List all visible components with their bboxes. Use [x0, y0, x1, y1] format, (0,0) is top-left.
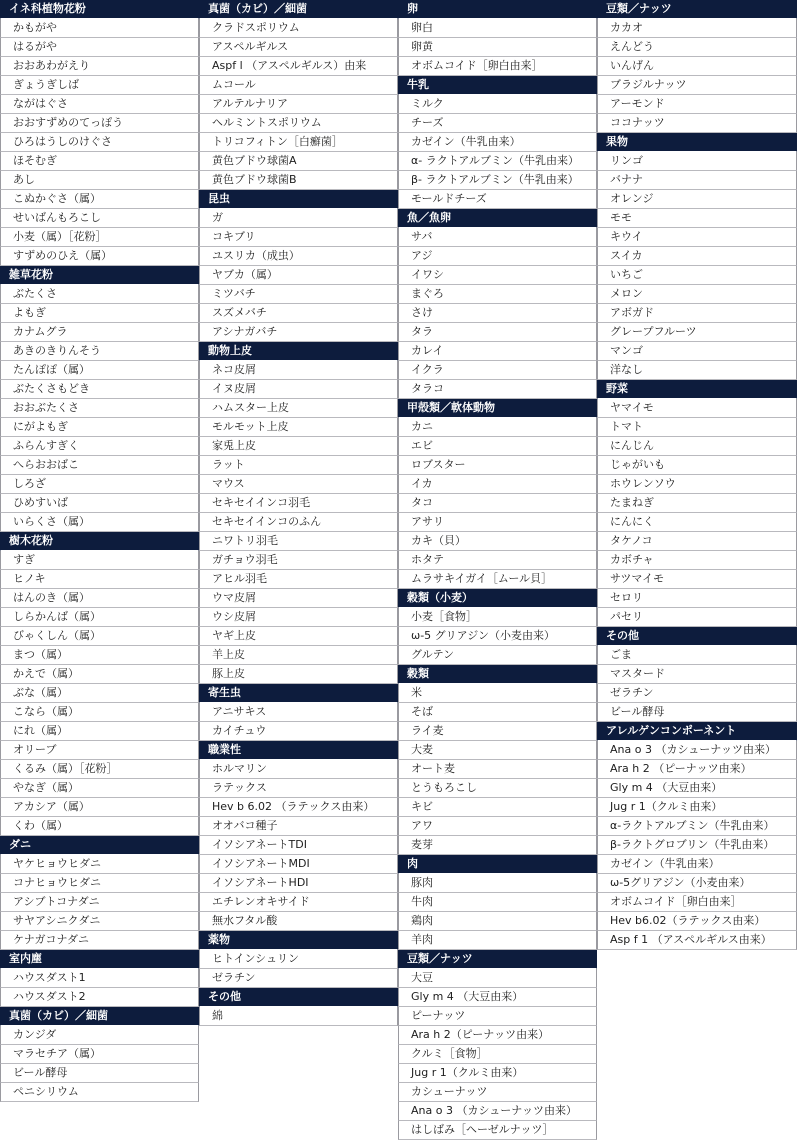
allergen-item: おおぶたくさ — [0, 399, 199, 418]
allergen-item: アボガド — [597, 304, 797, 323]
category-header: その他 — [199, 988, 398, 1007]
allergen-item: じゃがいも — [597, 456, 797, 475]
allergen-item: Hev b6.02（ラテックス由来） — [597, 912, 797, 931]
allergen-item: ぶたくさ — [0, 285, 199, 304]
allergen-item: タラコ — [398, 380, 597, 399]
allergen-item: えんどう — [597, 38, 797, 57]
allergen-item: トマト — [597, 418, 797, 437]
allergen-item: ビール酵母 — [0, 1064, 199, 1083]
allergen-item: こぬかぐさ（属） — [0, 190, 199, 209]
allergen-item: へらおおばこ — [0, 456, 199, 475]
allergen-item: ムコール — [199, 76, 398, 95]
allergen-item: オート麦 — [398, 760, 597, 779]
allergen-item: 豚肉 — [398, 874, 597, 893]
allergen-item: アサリ — [398, 513, 597, 532]
category-header: 野菜 — [597, 380, 797, 399]
allergen-item: サバ — [398, 228, 597, 247]
category-header: 甲殻類／軟体動物 — [398, 399, 597, 418]
allergen-item: たんぽぽ（属） — [0, 361, 199, 380]
allergen-item: 洋なし — [597, 361, 797, 380]
allergen-item: オリーブ — [0, 741, 199, 760]
allergen-item: にんじん — [597, 437, 797, 456]
allergen-item: グレープフルーツ — [597, 323, 797, 342]
allergen-item: ホタテ — [398, 551, 597, 570]
allergen-item: ピーナッツ — [398, 1007, 597, 1026]
allergen-item: トリコフィトン［白癬菌］ — [199, 133, 398, 152]
allergen-item: ヘルミントスポリウム — [199, 114, 398, 133]
allergen-item: エチレンオキサイド — [199, 893, 398, 912]
allergen-item: よもぎ — [0, 304, 199, 323]
category-header: 穀類 — [398, 665, 597, 684]
allergen-item: 無水フタル酸 — [199, 912, 398, 931]
allergen-item: スイカ — [597, 247, 797, 266]
allergen-item: くるみ（属）［花粉］ — [0, 760, 199, 779]
allergen-item: アニサキス — [199, 703, 398, 722]
allergen-item: イソシアネートHDI — [199, 874, 398, 893]
allergen-item: Aspf l （アスペルギルス）由来 — [199, 57, 398, 76]
category-header: 雑草花粉 — [0, 266, 199, 285]
allergen-item: Jug r 1（クルミ由来） — [597, 798, 797, 817]
category-header: 穀類（小麦） — [398, 589, 597, 608]
allergen-item: とうもろこし — [398, 779, 597, 798]
allergen-item: オレンジ — [597, 190, 797, 209]
allergen-item: あし — [0, 171, 199, 190]
allergen-item: イヌ皮屑 — [199, 380, 398, 399]
category-header: アレルゲンコンポーネント — [597, 722, 797, 741]
allergen-item: リンゴ — [597, 152, 797, 171]
category-header: 卵 — [398, 0, 597, 19]
allergen-item: ゼラチン — [597, 684, 797, 703]
allergen-item: 小麦（属）［花粉］ — [0, 228, 199, 247]
allergen-item: Gly m 4 （大豆由来） — [597, 779, 797, 798]
allergen-item: ヒトインシュリン — [199, 950, 398, 969]
allergen-item: 羊上皮 — [199, 646, 398, 665]
allergen-item: あきのきりんそう — [0, 342, 199, 361]
allergen-item: ガチョウ羽毛 — [199, 551, 398, 570]
allergen-item: ヒノキ — [0, 570, 199, 589]
allergen-item: マウス — [199, 475, 398, 494]
allergen-item: はしばみ［ヘーゼルナッツ］ — [398, 1121, 597, 1140]
allergen-item: やなぎ（属） — [0, 779, 199, 798]
category-header: 昆虫 — [199, 190, 398, 209]
allergen-item: にれ（属） — [0, 722, 199, 741]
allergen-item: ペニシリウム — [0, 1083, 199, 1102]
allergen-item: ふらんすぎく — [0, 437, 199, 456]
allergen-item: すぎ — [0, 551, 199, 570]
allergen-item: アルテルナリア — [199, 95, 398, 114]
allergen-item: いらくさ（属） — [0, 513, 199, 532]
allergen-item: ネコ皮屑 — [199, 361, 398, 380]
allergen-item: タラ — [398, 323, 597, 342]
allergen-item: カゼイン（牛乳由来） — [597, 855, 797, 874]
allergen-item: ニワトリ羽毛 — [199, 532, 398, 551]
allergen-item: セロリ — [597, 589, 797, 608]
category-header: 職業性 — [199, 741, 398, 760]
allergen-item: ケナガコナダニ — [0, 931, 199, 950]
allergen-item: セキセイインコのふん — [199, 513, 398, 532]
allergen-item: カイチュウ — [199, 722, 398, 741]
allergen-item: ゼラチン — [199, 969, 398, 988]
allergen-item: 小麦［食物］ — [398, 608, 597, 627]
allergen-item: 麦芽 — [398, 836, 597, 855]
allergen-item: カゼイン（牛乳由来） — [398, 133, 597, 152]
allergen-item: Asp f 1 （アスペルギルス由来） — [597, 931, 797, 950]
allergen-item: ミツバチ — [199, 285, 398, 304]
allergen-item: キウイ — [597, 228, 797, 247]
allergen-item: 黄色ブドウ球菌B — [199, 171, 398, 190]
category-header: 寄生虫 — [199, 684, 398, 703]
allergen-item: まぐろ — [398, 285, 597, 304]
category-header: 豆類／ナッツ — [398, 950, 597, 969]
category-header: 肉 — [398, 855, 597, 874]
allergen-item: 鶏肉 — [398, 912, 597, 931]
allergen-item: こなら（属） — [0, 703, 199, 722]
allergen-item: オオバコ種子 — [199, 817, 398, 836]
allergen-item: ハウスダスト1 — [0, 969, 199, 988]
allergen-item: Ana o 3 （カシューナッツ由来） — [398, 1102, 597, 1121]
allergen-item: アジ — [398, 247, 597, 266]
allergen-item: モールドチーズ — [398, 190, 597, 209]
category-header: 豆類／ナッツ — [597, 0, 797, 19]
allergen-item: ヤギ上皮 — [199, 627, 398, 646]
allergen-item: アーモンド — [597, 95, 797, 114]
allergen-item: カキ（貝） — [398, 532, 597, 551]
allergen-item: ホルマリン — [199, 760, 398, 779]
allergen-item: カカオ — [597, 19, 797, 38]
allergen-item: しらかんば（属） — [0, 608, 199, 627]
allergen-item: 豚上皮 — [199, 665, 398, 684]
allergen-item: ぶな（属） — [0, 684, 199, 703]
allergen-item: ヤマイモ — [597, 399, 797, 418]
allergen-item: ごま — [597, 646, 797, 665]
allergen-item: はんのき（属） — [0, 589, 199, 608]
allergen-item: Hev b 6.02 （ラテックス由来） — [199, 798, 398, 817]
allergen-item: ハムスター上皮 — [199, 399, 398, 418]
category-header: 薬物 — [199, 931, 398, 950]
allergen-item: 米 — [398, 684, 597, 703]
allergen-item: カンジダ — [0, 1026, 199, 1045]
allergen-item: はるがや — [0, 38, 199, 57]
allergen-item: タケノコ — [597, 532, 797, 551]
allergen-item: クラドスポリウム — [199, 19, 398, 38]
allergen-item: アスペルギルス — [199, 38, 398, 57]
allergen-item: アシナガバチ — [199, 323, 398, 342]
allergen-item: ほそむぎ — [0, 152, 199, 171]
category-header: 動物上皮 — [199, 342, 398, 361]
allergen-item: カレイ — [398, 342, 597, 361]
allergen-item: すずめのひえ（属） — [0, 247, 199, 266]
allergen-item: オボムコイド［卵白由来］ — [398, 57, 597, 76]
allergen-item: いんげん — [597, 57, 797, 76]
allergen-item: カボチャ — [597, 551, 797, 570]
allergen-item: ココナッツ — [597, 114, 797, 133]
allergen-item: マンゴ — [597, 342, 797, 361]
allergen-item: カニ — [398, 418, 597, 437]
allergen-item: β- ラクトアルブミン（牛乳由来） — [398, 171, 597, 190]
allergen-item: びゃくしん（属） — [0, 627, 199, 646]
allergen-item: ω-5グリアジン（小麦由来） — [597, 874, 797, 893]
category-header: 果物 — [597, 133, 797, 152]
allergen-item: タコ — [398, 494, 597, 513]
allergen-item: グルテン — [398, 646, 597, 665]
allergen-item: バナナ — [597, 171, 797, 190]
allergen-item: たまねぎ — [597, 494, 797, 513]
allergen-item: ぶたくさもどき — [0, 380, 199, 399]
allergen-item: クルミ［食物］ — [398, 1045, 597, 1064]
allergen-item: かもがや — [0, 19, 199, 38]
allergen-item: アワ — [398, 817, 597, 836]
allergen-item: イソシアネートTDI — [199, 836, 398, 855]
allergen-item: ビール酵母 — [597, 703, 797, 722]
allergen-item: Gly m 4 （大豆由来） — [398, 988, 597, 1007]
allergen-item: ウマ皮屑 — [199, 589, 398, 608]
allergen-item: Ana o 3 （カシューナッツ由来） — [597, 741, 797, 760]
allergen-item: ライ麦 — [398, 722, 597, 741]
allergen-item: かえで（属） — [0, 665, 199, 684]
allergen-item: ω-5 グリアジン（小麦由来） — [398, 627, 597, 646]
allergen-item: Ara h 2（ピーナッツ由来） — [398, 1026, 597, 1045]
column-4 — [597, 0, 797, 950]
column-2 — [199, 0, 398, 1026]
allergen-item: 卵黄 — [398, 38, 597, 57]
allergen-item: オボムコイド［卵白由来］ — [597, 893, 797, 912]
column-1 — [0, 0, 199, 1102]
allergen-item: イソシアネートMDI — [199, 855, 398, 874]
allergen-item: ムラサキイガイ［ムール貝］ — [398, 570, 597, 589]
allergen-item: コナヒョウヒダニ — [0, 874, 199, 893]
allergen-item: にんにく — [597, 513, 797, 532]
allergen-item: Ara h 2 （ピーナッツ由来） — [597, 760, 797, 779]
allergen-item: 黄色ブドウ球菌A — [199, 152, 398, 171]
allergen-item: コキブリ — [199, 228, 398, 247]
allergen-item: 羊肉 — [398, 931, 597, 950]
allergen-item: そば — [398, 703, 597, 722]
allergen-item: メロン — [597, 285, 797, 304]
allergen-item: イクラ — [398, 361, 597, 380]
allergen-item: サツマイモ — [597, 570, 797, 589]
allergen-item: スズメバチ — [199, 304, 398, 323]
allergen-item: ラット — [199, 456, 398, 475]
allergen-item: Jug r 1（クルミ由来） — [398, 1064, 597, 1083]
allergen-item: ロブスター — [398, 456, 597, 475]
allergen-item: セキセイインコ羽毛 — [199, 494, 398, 513]
allergen-item: おおあわがえり — [0, 57, 199, 76]
allergen-item: おおすずめのてっぽう — [0, 114, 199, 133]
allergen-item: せいばんもろこし — [0, 209, 199, 228]
allergen-item: モモ — [597, 209, 797, 228]
allergen-item: ヤブカ（属） — [199, 266, 398, 285]
allergen-item: α- ラクトアルブミン（牛乳由来） — [398, 152, 597, 171]
allergen-item: アヒル羽毛 — [199, 570, 398, 589]
allergen-item: 卵白 — [398, 19, 597, 38]
allergen-item: ウシ皮屑 — [199, 608, 398, 627]
column-3 — [398, 0, 597, 1140]
category-header: 真菌（カビ）／細菌 — [199, 0, 398, 19]
category-header: 樹木花粉 — [0, 532, 199, 551]
allergen-item: ホウレンソウ — [597, 475, 797, 494]
allergen-item: パセリ — [597, 608, 797, 627]
allergen-item: 綿 — [199, 1007, 398, 1026]
allergen-item: ぎょうぎしば — [0, 76, 199, 95]
allergen-item: 大豆 — [398, 969, 597, 988]
allergen-item: イカ — [398, 475, 597, 494]
allergen-item: カシューナッツ — [398, 1083, 597, 1102]
allergen-item: カナムグラ — [0, 323, 199, 342]
allergen-item: モルモット上皮 — [199, 418, 398, 437]
category-header: 牛乳 — [398, 76, 597, 95]
allergen-item: エビ — [398, 437, 597, 456]
allergen-item: 牛肉 — [398, 893, 597, 912]
category-header: その他 — [597, 627, 797, 646]
allergen-item: ハウスダスト2 — [0, 988, 199, 1007]
category-header: イネ科植物花粉 — [0, 0, 199, 19]
allergen-item: β-ラクトグロブリン（牛乳由来） — [597, 836, 797, 855]
allergen-item: 家兎上皮 — [199, 437, 398, 456]
allergen-item: ラテックス — [199, 779, 398, 798]
allergen-item: チーズ — [398, 114, 597, 133]
allergen-item: ながはぐさ — [0, 95, 199, 114]
allergen-item: 大麦 — [398, 741, 597, 760]
allergen-item: くわ（属） — [0, 817, 199, 836]
allergen-item: ヤケヒョウヒダニ — [0, 855, 199, 874]
allergen-item: まつ（属） — [0, 646, 199, 665]
allergen-item: α-ラクトアルブミン（牛乳由来） — [597, 817, 797, 836]
allergen-item: サヤアシニクダニ — [0, 912, 199, 931]
allergen-item: マラセチア（属） — [0, 1045, 199, 1064]
category-header: 室内塵 — [0, 950, 199, 969]
allergen-item: ひろはうしのけぐさ — [0, 133, 199, 152]
category-header: 魚／魚卵 — [398, 209, 597, 228]
allergen-item: ひめすいば — [0, 494, 199, 513]
allergen-item: ガ — [199, 209, 398, 228]
allergen-item: しろざ — [0, 475, 199, 494]
allergen-item: いちご — [597, 266, 797, 285]
allergen-item: さけ — [398, 304, 597, 323]
allergen-item: キビ — [398, 798, 597, 817]
category-header: 真菌（カビ）／細菌 — [0, 1007, 199, 1026]
allergen-item: ブラジルナッツ — [597, 76, 797, 95]
allergen-item: アシブトコナダニ — [0, 893, 199, 912]
allergen-item: マスタード — [597, 665, 797, 684]
allergen-item: ユスリカ（成虫） — [199, 247, 398, 266]
allergen-item: ミルク — [398, 95, 597, 114]
allergen-item: イワシ — [398, 266, 597, 285]
category-header: ダニ — [0, 836, 199, 855]
allergen-item: にがよもぎ — [0, 418, 199, 437]
allergen-item: アカシア（属） — [0, 798, 199, 817]
